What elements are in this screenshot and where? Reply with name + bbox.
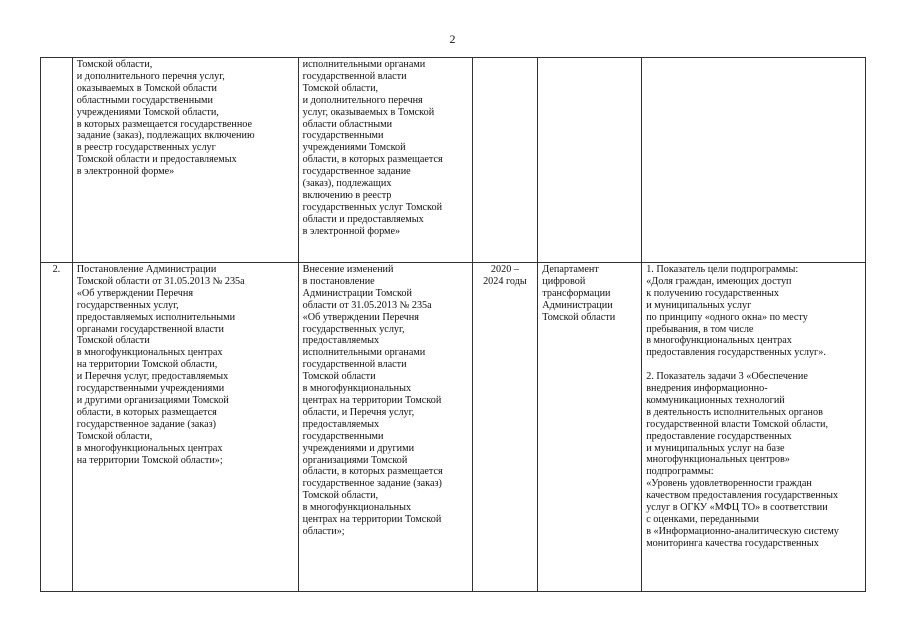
text-line: области, в которых размещается [302,154,443,166]
text-line: учреждениями Томской области, [76,106,219,118]
text-line: в реестр государственных услуг [76,142,216,154]
text-line: и муниципальных услуг [646,299,752,311]
text-line: и дополнительного перечня услуг, [76,70,225,82]
text-line: учреждениями и другими [302,442,415,454]
text-line: центрах на территории Томской [302,394,442,406]
indicators-cell [642,58,866,263]
text-line: «Уровень удовлетворенности граждан [646,478,812,490]
text-line: Томской области и предоставляемых [76,154,237,166]
text-line: предоставление государственных [646,430,792,442]
text-line: в деятельность исполнительных органов [646,406,823,418]
text-line: 2020 – [490,264,519,275]
text-line: подпрограммы: [646,466,714,478]
text-line: государственными [302,130,384,142]
text-line: включению в реестр [302,189,392,201]
text-line: оказываемых в Томской области [76,82,217,94]
text-line: Томской области [76,335,150,347]
text-line: на территории Томской области, [76,359,218,371]
text-line: Томской области, [302,490,379,502]
text-line: государственное задание (заказ) [76,418,217,430]
text-line: областными государственными [76,94,213,106]
text-line: качеством предоставления государственных [646,490,839,502]
text-line: организациями Томской [302,454,408,466]
text-line: государственной власти [302,70,407,82]
text-line: области и предоставляемых [302,213,424,225]
text-line: услуг в ОГКУ «МФЦ ТО» в соответствии [646,502,828,514]
text-line: Администрации Томской [302,287,412,299]
text-line: исполнительными органами [302,347,426,359]
text-line: предоставления государственных услуг». [646,347,826,359]
responsible-cell [538,58,642,263]
table-row [41,58,866,263]
text-line: государственной власти [302,359,407,371]
text-line: по принципу «одного окна» по месту [646,311,808,323]
text-line: и дополнительного перечня [302,94,423,106]
action-cell [298,58,472,263]
text-line: (заказ), подлежащих [302,178,392,190]
text-line: и Перечня услуг, предоставляемых [76,371,229,383]
action-cell [298,263,472,592]
text-line: в электронной форме» [302,225,401,237]
text-line: государственными [302,430,384,442]
text-line: и муниципальных услуг на базе [646,442,785,454]
text-line: Администрации [542,299,613,311]
text-line: государственных услуг, [76,299,179,311]
text-line: «Об утверждении Перечня [76,287,194,299]
text-line: органами государственной власти [76,323,224,335]
text-line: многофункциональных центров» [646,454,790,466]
text-line: Постановление Администрации [76,264,217,275]
text-line: 2024 годы [483,275,527,287]
text-line: области»; [302,525,345,537]
text-line: трансформации [542,287,611,299]
text-line: 2. Показатель задачи 3 «Обеспечение [646,371,808,383]
text-line: Томской области [542,311,616,323]
text-line: Томской области, [302,82,379,94]
text-line: пребывания, в том числе [646,323,754,335]
text-line: в многофункциональных [302,383,412,395]
text-line: цифровой [542,275,586,287]
text-line: учреждениями Томской [302,142,406,154]
text-line: «Доля граждан, имеющих доступ [646,275,792,287]
text-line: «Об утверждении Перечня [302,311,419,323]
text-line: области от 31.05.2013 № 235а [302,299,432,311]
measures-table [40,57,866,592]
page-number: 2 [449,32,456,46]
row-number-cell [41,58,73,263]
text-line: 1. Показатель цели подпрограммы: [646,264,799,275]
text-line: государственных услуг Томской [302,201,443,213]
text-line: в многофункциональных центрах [76,347,223,359]
text-line: на территории Томской области»; [76,454,223,466]
text-line: государственное задание [302,166,411,178]
text-line: в которых размещается государственное [76,118,253,130]
text-line: Томской области, [76,430,153,442]
text-line: области, в которых размещается [76,406,217,418]
text-line: предоставляемых исполнительными [76,311,236,323]
text-line: предоставляемых [302,418,380,430]
text-line: коммуникационных технологий [646,394,785,406]
text-line: области, и Перечня услуг, [302,406,415,418]
text-line: задание (заказ), подлежащих включению [76,130,255,142]
text-line: государственных услуг, [302,323,405,335]
text-line: государственными учреждениями [76,383,225,395]
table-row [41,263,866,592]
text-line: и другими организациями Томской [76,394,229,406]
row-number-cell: 2. [41,263,73,592]
indicators-cell [642,263,866,592]
text-line: в многофункциональных центрах [646,335,792,347]
text-line: в многофункциональных центрах [76,442,223,454]
text-line: с оценками, переданными [646,514,759,526]
document-cell [72,58,298,263]
text-line: Томской области [302,371,376,383]
text-line: мониторинга качества государственных [646,537,819,549]
text-line: области, в которых размещается [302,466,443,478]
text-line: услуг, оказываемых в Томской [302,106,435,118]
text-line: в многофункциональных [302,502,412,514]
text-line: государственное задание (заказ) [302,478,442,490]
text-line [646,359,861,371]
text-line: в «Информационно-аналитическую систему [646,525,839,537]
responsible-cell [538,263,642,592]
text-line: в постановление [302,275,375,287]
document-cell [72,263,298,592]
text-line: внедрения информационно- [646,383,768,395]
period-cell [472,58,538,263]
text-line: Томской области от 31.05.2013 № 235а [76,275,245,287]
text-line: исполнительными органами [302,59,426,70]
text-line: Внесение изменений [302,264,394,275]
text-line: государственной власти Томской области, [646,418,829,430]
period-cell [472,263,538,592]
text-line: области областными [302,118,393,130]
text-line: к получению государственных [646,287,779,299]
text-line: в электронной форме» [76,166,175,178]
text-line: центрах на территории Томской [302,514,442,526]
text-line: Томской области, [76,59,153,70]
text-line: Департамент [542,264,599,275]
text-line: предоставляемых [302,335,380,347]
